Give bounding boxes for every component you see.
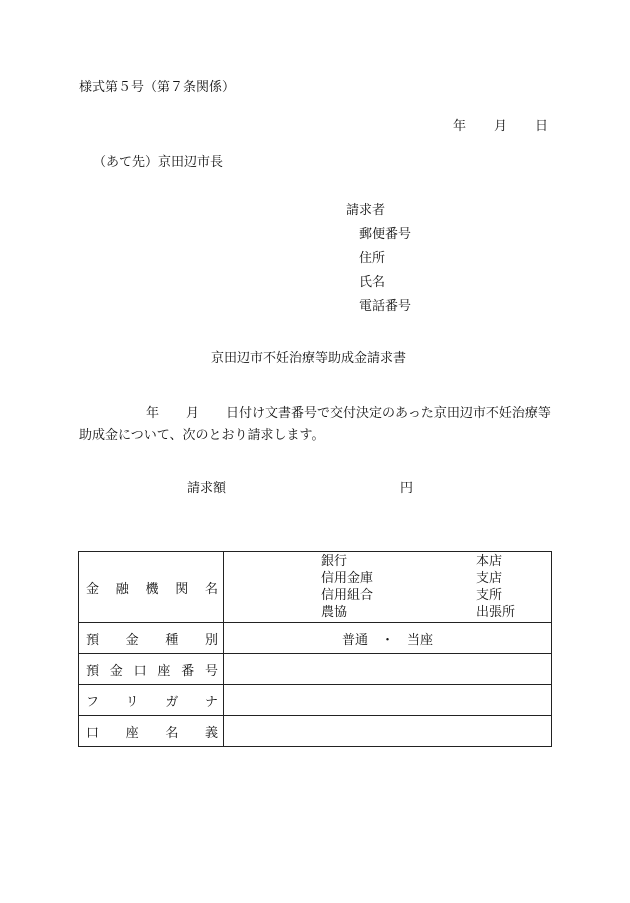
institution-label (86, 578, 218, 597)
institution-type-bank: 銀行 (321, 554, 348, 569)
label-char: 名 (165, 725, 179, 741)
institution-type-shinkumi: 信用組合 (321, 588, 374, 603)
claimant-block (346, 199, 411, 319)
document-title: 京田辺市不妊治療等助成金請求書 (211, 351, 407, 366)
name-label: 氏名 (359, 275, 386, 290)
label-char: 口 (86, 725, 100, 741)
furigana-input[interactable] (224, 685, 552, 716)
label-char: 種 (165, 632, 179, 648)
label-char: ナ (204, 694, 218, 710)
branch-types (476, 553, 515, 621)
furigana-label (86, 691, 218, 710)
institution-types (321, 553, 476, 621)
account-number-row (79, 654, 552, 685)
label-char: 座 (157, 663, 171, 679)
branch-type-office: 出張所 (476, 605, 516, 620)
address-label: 住所 (359, 251, 386, 266)
account-holder-input[interactable] (224, 716, 552, 747)
account-holder-label (86, 722, 218, 741)
label-char: 預 (86, 632, 100, 648)
deposit-type-label-cell (79, 623, 224, 654)
label-char: 金 (86, 581, 100, 597)
statement-text: 日付け文書番号で交付決定のあった京田辺市不妊治療等助成金について、次のとおり請求します。 (79, 406, 551, 443)
account-number-label (86, 660, 218, 679)
institution-label-cell (79, 552, 224, 623)
label-char: フ (86, 694, 100, 710)
date-year: 年 (453, 119, 467, 134)
label-char: 名 (204, 581, 218, 597)
claim-statement (79, 403, 554, 447)
deposit-type-options[interactable]: 普通 ・ 当座 (224, 623, 552, 654)
account-number-label-cell (79, 654, 224, 685)
label-char: 座 (125, 725, 139, 741)
bank-account-table (78, 551, 552, 747)
institution-row (79, 552, 552, 623)
label-char: 金 (125, 632, 139, 648)
label-char: ガ (165, 694, 179, 710)
deposit-type-row (79, 623, 552, 654)
date-day: 日 (534, 119, 548, 134)
yen-unit: 円 (400, 481, 414, 496)
label-char: 預 (86, 663, 100, 679)
institution-type-nokyo: 農協 (321, 605, 348, 620)
account-holder-label-cell (79, 716, 224, 747)
label-char: 番 (181, 663, 195, 679)
label-char: 別 (204, 632, 218, 648)
account-holder-row (79, 716, 552, 747)
branch-type-main: 本店 (476, 554, 503, 569)
claim-amount (187, 481, 414, 497)
institution-options (224, 553, 551, 621)
furigana-label-cell (79, 685, 224, 716)
furigana-row (79, 685, 552, 716)
label-char: 号 (204, 663, 218, 679)
submission-date (453, 119, 548, 135)
label-char: 義 (204, 725, 218, 741)
label-char: 機 (145, 581, 159, 597)
institution-input-cell[interactable] (224, 552, 552, 623)
branch-type-branch: 支店 (476, 571, 503, 586)
statement-year: 年 (146, 406, 160, 421)
account-number-input[interactable] (224, 654, 552, 685)
claimant-heading: 請求者 (346, 203, 386, 218)
phone-number-label: 電話番号 (359, 299, 412, 314)
label-char: 口 (133, 663, 147, 679)
form-number: 様式第５号（第７条関係） (79, 80, 236, 95)
claimant-fields (346, 223, 411, 319)
date-month: 月 (493, 119, 507, 134)
statement-month: 月 (186, 406, 200, 421)
label-char: 融 (115, 581, 129, 597)
postal-code-label: 郵便番号 (359, 227, 412, 242)
branch-type-sub: 支所 (476, 588, 503, 603)
label-char: 金 (109, 663, 123, 679)
label-char: リ (125, 694, 139, 710)
claim-amount-label: 請求額 (187, 481, 227, 496)
deposit-type-label (86, 629, 218, 648)
addressee: （あて先）京田辺市長 (93, 155, 224, 170)
label-char: 関 (175, 581, 189, 597)
institution-type-shinkin: 信用金庫 (321, 571, 374, 586)
